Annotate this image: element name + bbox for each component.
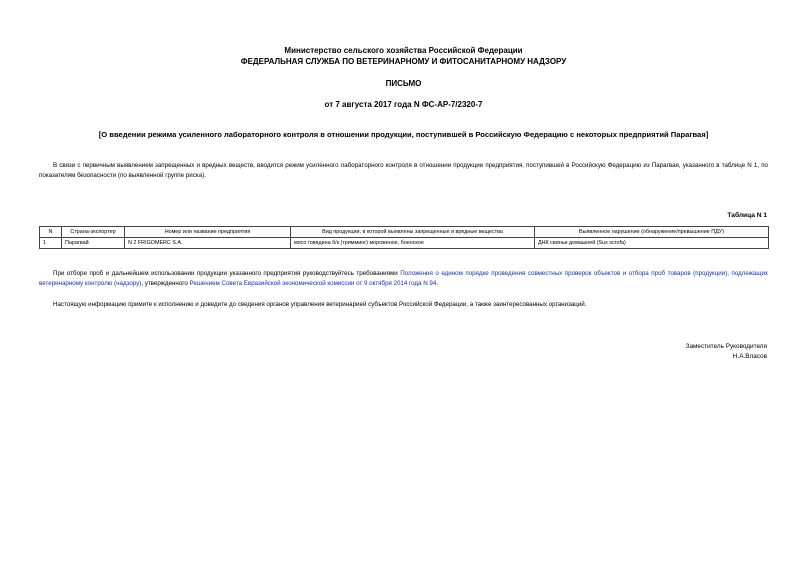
doc-type: ПИСЬМО xyxy=(385,79,422,88)
table-row xyxy=(40,238,769,249)
table-caption: Таблица N 1 xyxy=(727,212,767,219)
document-title: [О введении режима усиленного лабораторного контроля в отношении продукции, поступившей в Российскую Федерацию с некоторых предприятий Парагвая] xyxy=(98,130,709,139)
col-header-violation: Выявленное нарушение (обнаружение/превышение ПДУ) xyxy=(535,227,769,238)
col-header-product: Вид продукции, в которой выявлены запрещенные и вредные вещества xyxy=(291,227,535,238)
cell-number: 1 xyxy=(40,238,62,249)
paragraph-instructions: Настоящую информацию примите к исполнению и доведите до сведения органов управления ветеринарией субъектов Российской Федерации, а также заинтересованных организаций. xyxy=(53,301,587,308)
cell-enterprise: N 2 FRIGOMERC S.A. xyxy=(125,238,291,249)
ministry-name: Министерство сельского хозяйства Российской Федерации xyxy=(284,46,523,55)
cell-product: мясо говядина б/к (тримминг) мороженое, боенское xyxy=(291,238,535,249)
signatory-name: Н.А.Власов xyxy=(732,353,767,360)
cell-violation: ДНК свиньи домашней (Sus scrofa) xyxy=(535,238,769,249)
table-header-row xyxy=(40,227,769,238)
paragraph-intro: В связи с первичным выявлением запрещенных и вредных веществ, вводится режим усиленного лабораторного контроля в отношении продукции предприятия, поступившей в Российскую Федерацию из Парагвая, указанного в таблице N 1, по показателям безопасности (по выявленной группе риска). xyxy=(39,162,768,179)
col-header-number: N xyxy=(40,227,62,238)
requirements-text-1: При отборе проб и дальнейшем использовании продукции указанного предприятия руководствуйтесь требованиями xyxy=(53,270,401,277)
cell-country: Парагвай xyxy=(62,238,125,249)
regulation-link[interactable]: Положения о едином порядке проведения совместных проверок объектов и отбора проб товаров (продукции), подлежащих ветеринарному контролю (надзору) xyxy=(39,270,769,287)
violations-table xyxy=(39,226,769,249)
paragraph-requirements xyxy=(39,269,768,288)
doc-date-number: от 7 августа 2017 года N ФС-АР-7/2320-7 xyxy=(324,100,483,109)
decision-link[interactable]: Решением Совета Евразийской экономической комиссии от 9 октября 2014 года N 94 xyxy=(189,279,437,287)
requirements-text-3: . xyxy=(436,279,439,287)
col-header-enterprise: Номер или название предприятия xyxy=(125,227,291,238)
col-header-country: Страна-экспортер xyxy=(62,227,125,238)
signatory-position: Заместитель Руководителя xyxy=(685,343,767,350)
service-name: ФЕДЕРАЛЬНАЯ СЛУЖБА ПО ВЕТЕРИНАРНОМУ И ФИТОСАНИТАРНОМУ НАДЗОРУ xyxy=(240,57,567,66)
requirements-text-2: , утвержденного xyxy=(141,279,190,287)
